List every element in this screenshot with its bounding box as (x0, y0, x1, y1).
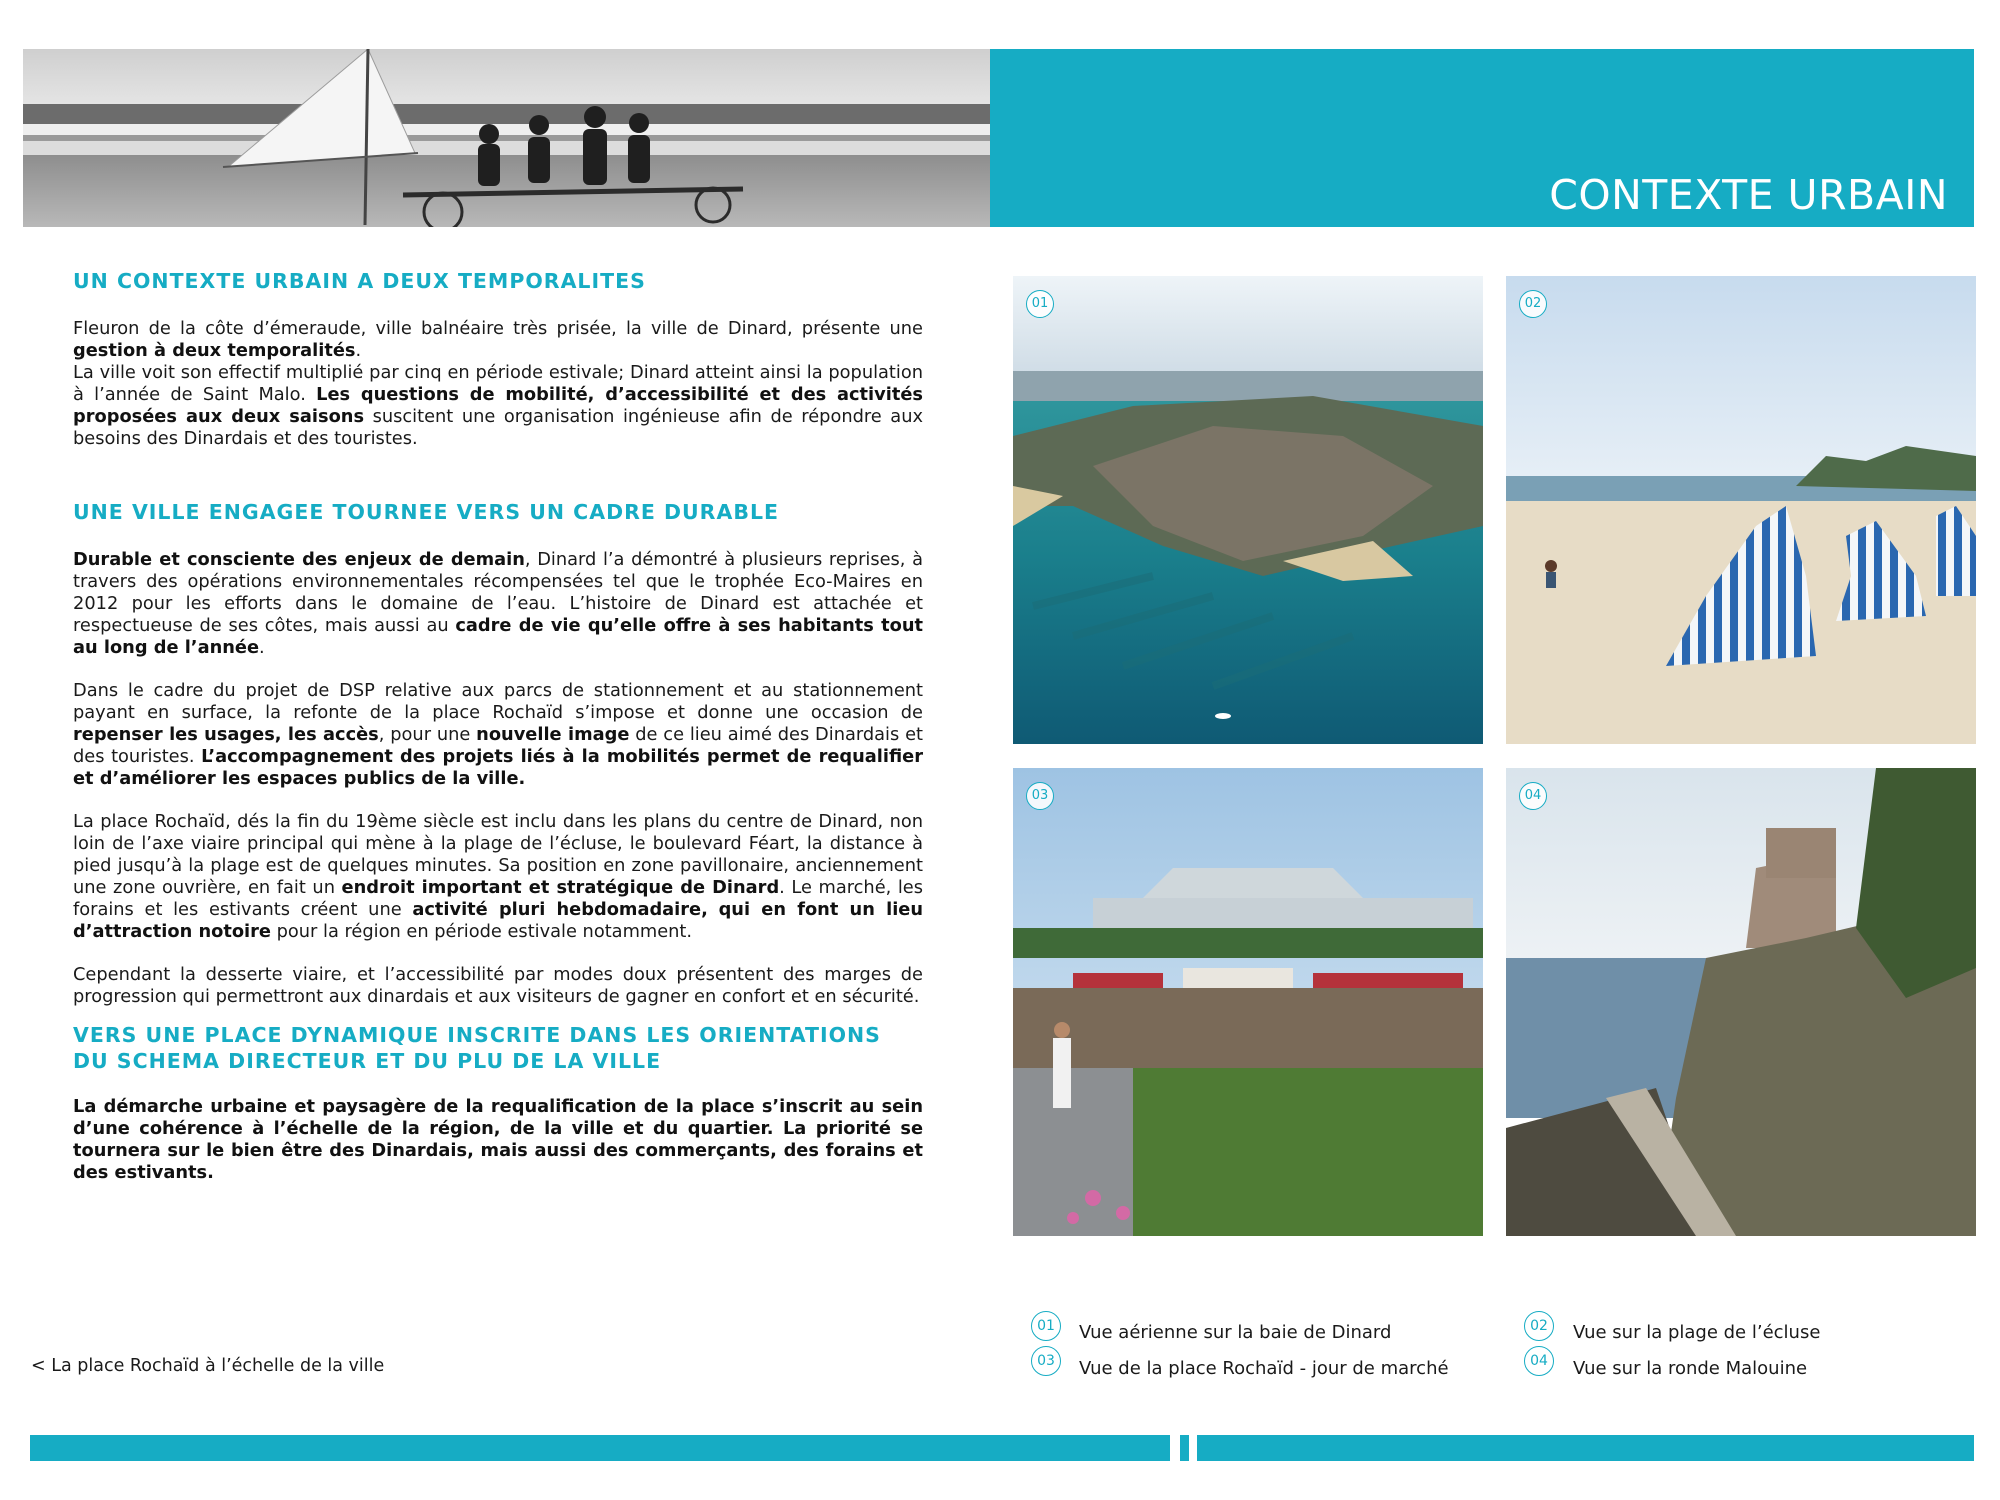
caption-text: Vue sur la plage de l’écluse (1573, 1322, 1821, 1343)
footer-bar (1197, 1435, 1974, 1461)
section-heading: UNE VILLE ENGAGEE TOURNEE VERS UN CADRE DURABLE (73, 500, 780, 524)
photo-number-badge: 04 (1519, 782, 1547, 810)
paragraph: Dans le cadre du projet de DSP relative aux parcs de stationnement et au stationnement payant en surface, la refonte de la place Rochaïd s’impose et donne une occasion de repenser les usages, les accès, pour une nouvelle image de ce lieu aimé des Dinardais et des touristes. L’accompagnement des projets liés à la mobilités permet de requalifier et d’améliorer les espaces publics de la ville. (73, 680, 923, 789)
header-band (990, 49, 1974, 227)
photo-beach-cabins (1506, 276, 1976, 744)
photo-cliff-walk (1506, 768, 1976, 1236)
footer-bar (30, 1435, 1170, 1461)
page-title: CONTEXTE URBAIN (1549, 171, 1948, 219)
paragraph: La démarche urbaine et paysagère de la requalification de la place s’inscrit au sein d’une cohérence à l’échelle de la région, de la ville et du quartier. La priorité se tournera sur le bien être des Dinardais, mais aussi des commerçants, des forains et des estivants. (73, 1096, 923, 1183)
paragraph: Cependant la desserte viaire, et l’accessibilité par modes doux présentent des marges de progression qui permettront aux dinardais et aux visiteurs de gagner en confort et en sécurité. (73, 964, 923, 1007)
caption-number-badge: 04 (1524, 1346, 1554, 1376)
photo-number-badge: 02 (1519, 290, 1547, 318)
paragraph: Durable et consciente des enjeux de demain, Dinard l’a démontré à plusieurs reprises, à travers des opérations environnementales récompensées tel que le trophée Eco-Maires en 2012 pour les efforts dans le domaine de l’eau. L’histoire de Dinard est attachée et respectueuse de ses côtes, mais aussi au cadre de vie qu’elle offre à ses habitants tout au long de l’année. (73, 549, 923, 658)
caption-number-badge: 03 (1031, 1346, 1061, 1376)
section-heading: UN CONTEXTE URBAIN A DEUX TEMPORALITES (73, 269, 646, 293)
caption-number-badge: 02 (1524, 1311, 1554, 1341)
caption-number-badge: 01 (1031, 1311, 1061, 1341)
caption-text: Vue de la place Rochaïd - jour de marché (1079, 1358, 1449, 1379)
footnote-link[interactable]: < La place Rochaïd à l’échelle de la ville (31, 1356, 385, 1376)
text-column (73, 268, 923, 1205)
photo-number-badge: 01 (1026, 290, 1054, 318)
caption-text: Vue sur la ronde Malouine (1573, 1358, 1808, 1379)
header-vintage-sail-photo (23, 49, 990, 227)
footer-bar-separator (1180, 1435, 1189, 1461)
caption-text: Vue aérienne sur la baie de Dinard (1079, 1322, 1392, 1343)
photo-number-badge: 03 (1026, 782, 1054, 810)
photo-market-square (1013, 768, 1483, 1236)
paragraph: Fleuron de la côte d’émeraude, ville balnéaire très prisée, la ville de Dinard, présente une gestion à deux temporalités. La ville voit son effectif multiplié par cinq en période estivale; Dinard atteint ainsi la population à l’année de Saint Malo. Les questions de mobilité, d’accessibilité et des activités proposées aux deux saisons suscitent une organisation ingénieuse afin de répondre aux besoins des Dinardais et des touristes. (73, 318, 923, 449)
photo-aerial-bay (1013, 276, 1483, 744)
section-heading: VERS UNE PLACE DYNAMIQUE INSCRITE DANS LES ORIENTATIONS DU SCHEMA DIRECTEUR ET DU PLU DE LA VILLE (73, 1023, 881, 1073)
paragraph: La place Rochaïd, dés la fin du 19ème siècle est inclu dans les plans du centre de Dinard, non loin de l’axe viaire principal qui mène à la plage de l’écluse, le boulevard Féart, la distance à pied jusqu’à la plage est de quelques minutes. Sa position en zone pavillonaire, anciennement une zone ouvrière, en fait un endroit important et stratégique de Dinard. Le marché, les forains et les estivants créent une activité pluri hebdomadaire, qui en font un lieu d’attraction notoire pour la région en période estivale notamment. (73, 811, 924, 942)
